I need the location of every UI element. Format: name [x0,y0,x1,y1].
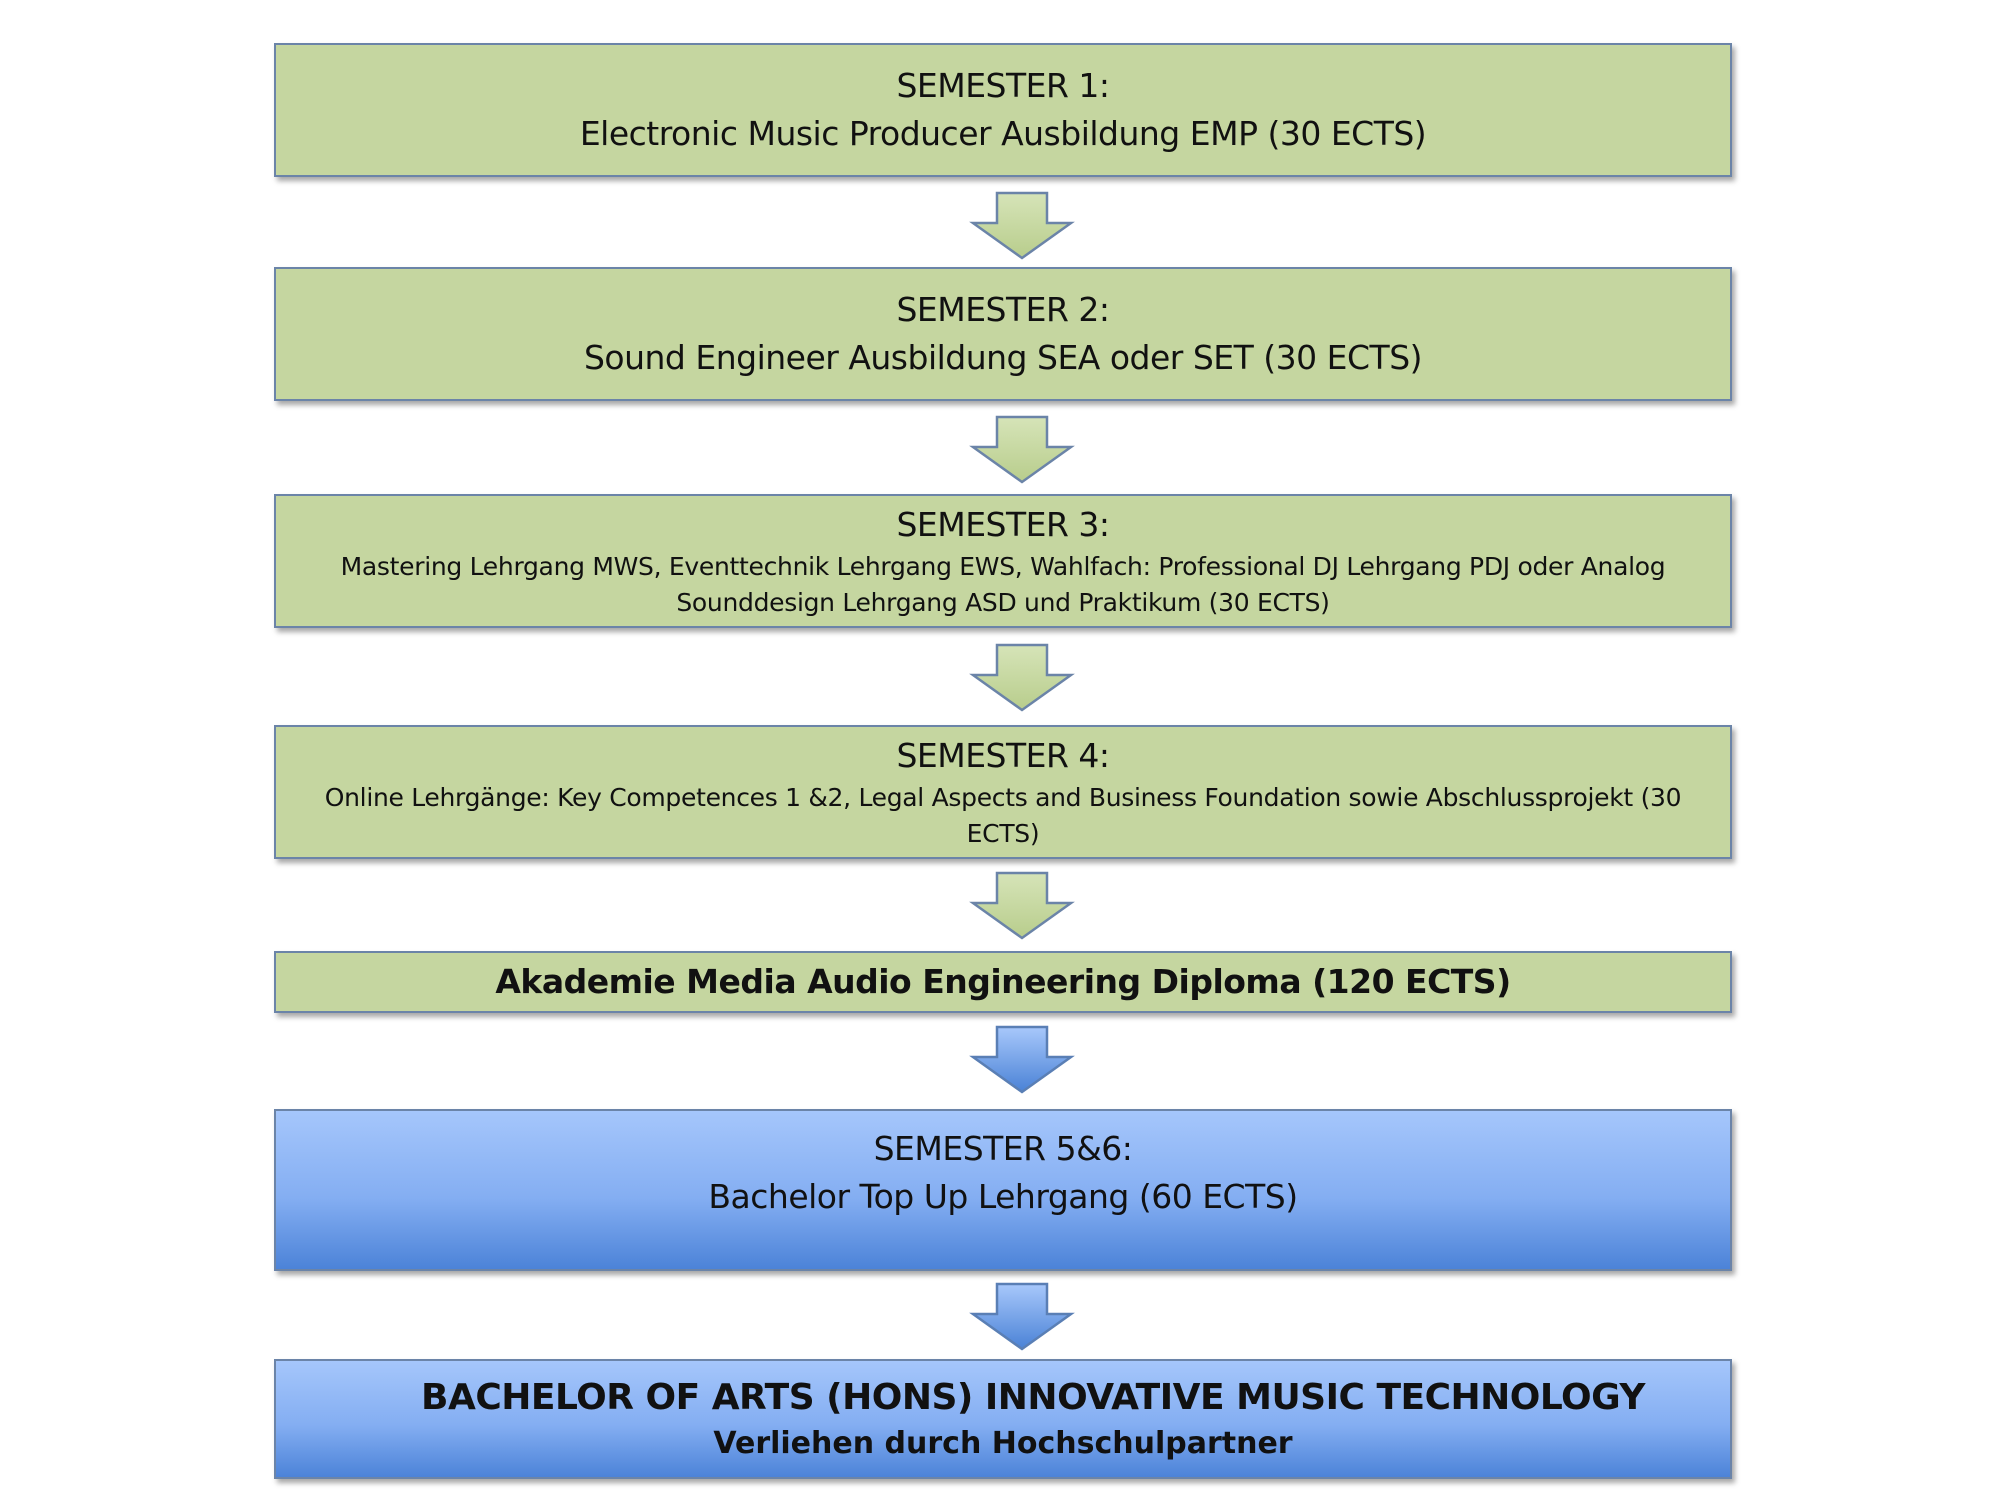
bachelor-degree-title: BACHELOR OF ARTS (HONS) INNOVATIVE MUSIC TECHNOLOGY [421,1377,1645,1418]
semester-5-6-detail: Bachelor Top Up Lehrgang (60 ECTS) [708,1177,1298,1216]
diploma-box [274,951,1732,1013]
semester-3-box [274,494,1732,628]
semester-4-detail-line-2: ECTS) [966,819,1040,848]
bachelor-degree-subtitle: Verliehen durch Hochschulpartner [713,1426,1293,1461]
semester-1-box [274,43,1732,177]
semester-4-heading: SEMESTER 4: [896,736,1110,775]
semester-4-detail-line-1: Online Lehrgänge: Key Competences 1 &2, Legal Aspects and Business Foundation sowie Abschlussprojekt (30 [324,783,1682,812]
arrow-down-icon [970,415,1074,485]
semester-3-detail-line-2: Sounddesign Lehrgang ASD und Praktikum (30 ECTS) [676,588,1330,617]
semester-2-box [274,267,1732,401]
arrow-down-icon [970,1282,1074,1352]
semester-3-detail-line-1: Mastering Lehrgang MWS, Eventtechnik Lehrgang EWS, Wahlfach: Professional DJ Lehrgang PDJ oder Analog [340,552,1666,581]
semester-5-6-box [274,1109,1732,1271]
semester-2-detail: Sound Engineer Ausbildung SEA oder SET (30 ECTS) [583,338,1423,377]
semester-4-box [274,725,1732,859]
arrow-down-icon [970,871,1074,941]
semester-1-detail: Electronic Music Producer Ausbildung EMP (30 ECTS) [579,114,1427,153]
arrow-down-icon [970,191,1074,261]
diploma-title: Akademie Media Audio Engineering Diploma (120 ECTS) [495,962,1511,1001]
arrow-down-icon [970,643,1074,713]
semester-2-heading: SEMESTER 2: [896,290,1110,329]
semester-5-6-heading: SEMESTER 5&6: [873,1129,1133,1168]
arrow-down-icon [970,1025,1074,1095]
bachelor-degree-box [274,1359,1732,1479]
semester-1-heading: SEMESTER 1: [896,66,1110,105]
semester-3-heading: SEMESTER 3: [896,505,1110,544]
